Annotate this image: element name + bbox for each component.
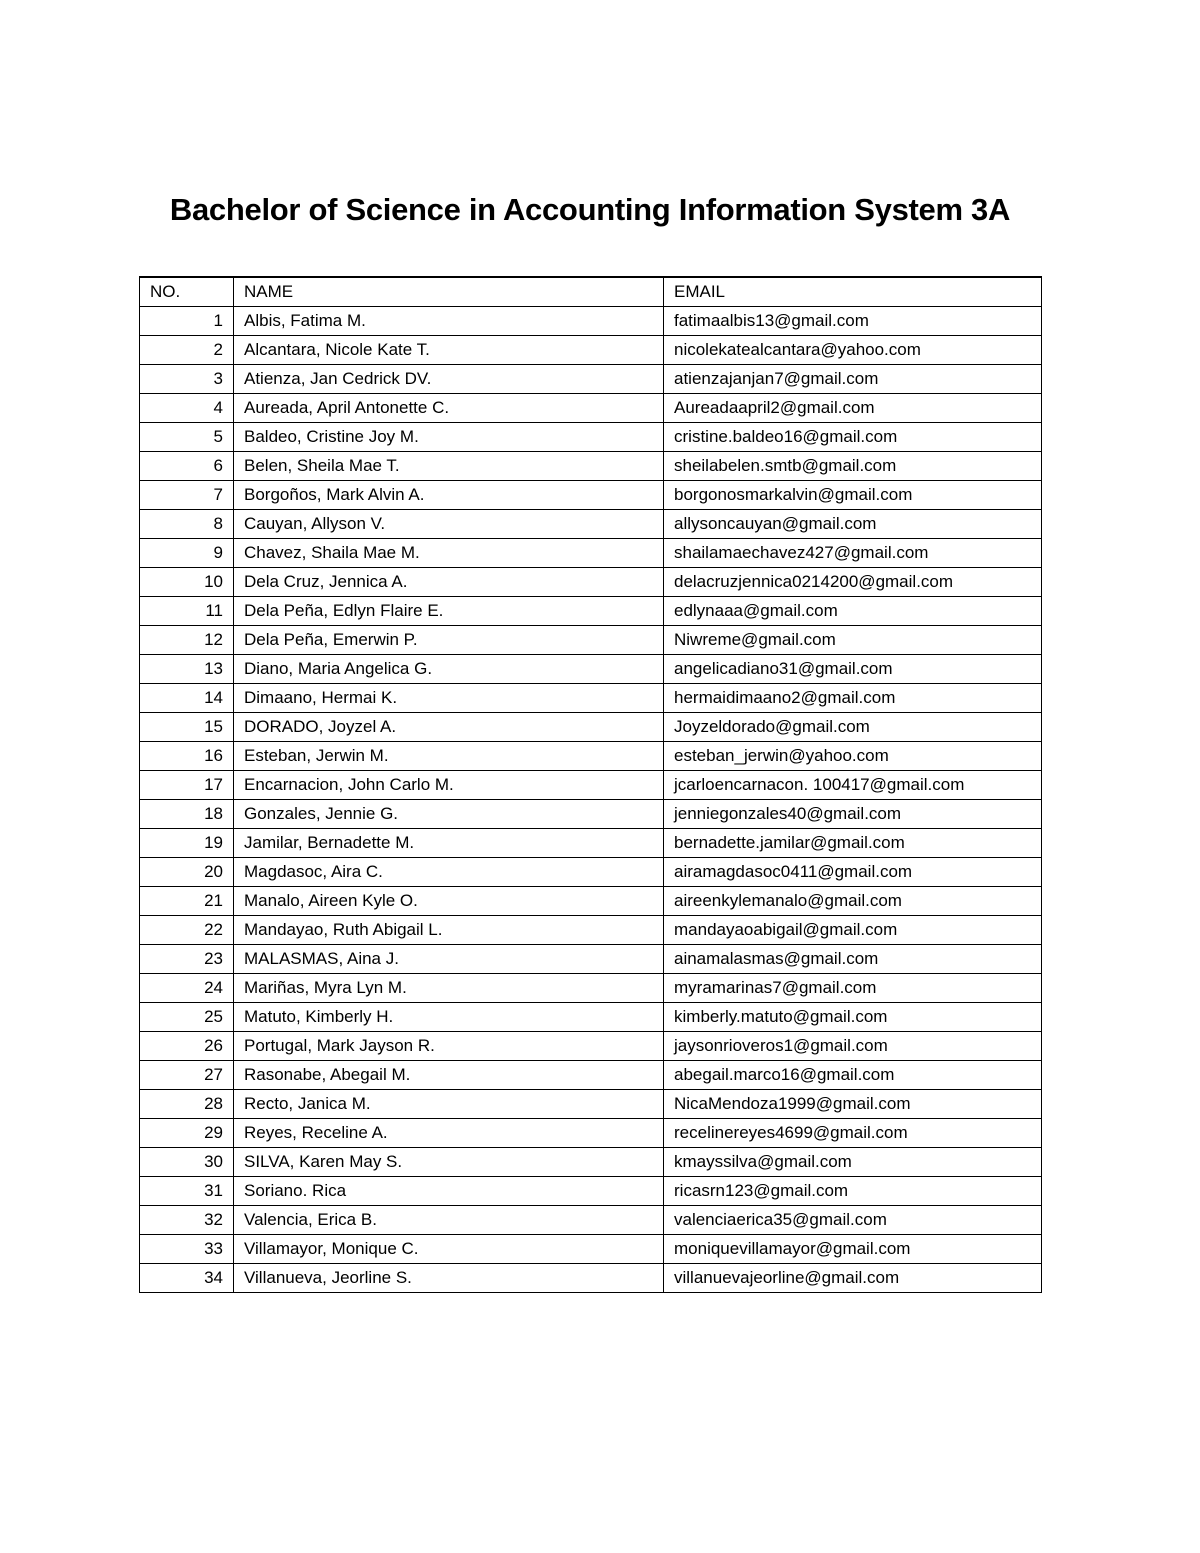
student-email: shailamaechavez427@gmail.com [664,539,1042,568]
student-email: delacruzjennica0214200@gmail.com [664,568,1042,597]
row-number: 11 [140,597,234,626]
row-number: 33 [140,1235,234,1264]
student-email: cristine.baldeo16@gmail.com [664,423,1042,452]
table-row [140,568,1042,597]
student-name: Dela Peña, Edlyn Flaire E. [234,597,664,626]
table-row [140,800,1042,829]
student-email: nicolekatealcantara@yahoo.com [664,336,1042,365]
student-email: myramarinas7@gmail.com [664,974,1042,1003]
row-number: 8 [140,510,234,539]
table-row [140,539,1042,568]
student-email: jaysonrioveros1@gmail.com [664,1032,1042,1061]
table-row [140,1235,1042,1264]
row-number: 31 [140,1177,234,1206]
student-name: Soriano. Rica [234,1177,664,1206]
table-row [140,974,1042,1003]
table-row [140,829,1042,858]
student-name: Villanueva, Jeorline S. [234,1264,664,1293]
student-name: Borgoños, Mark Alvin A. [234,481,664,510]
student-name: Recto, Janica M. [234,1090,664,1119]
row-number: 26 [140,1032,234,1061]
row-number: 6 [140,452,234,481]
student-name: Villamayor, Monique C. [234,1235,664,1264]
header-name: NAME [234,277,664,307]
student-name: Manalo, Aireen Kyle O. [234,887,664,916]
student-name: Valencia, Erica B. [234,1206,664,1235]
student-email: edlynaaa@gmail.com [664,597,1042,626]
student-email: kimberly.matuto@gmail.com [664,1003,1042,1032]
table-row [140,916,1042,945]
row-number: 23 [140,945,234,974]
student-name: Dimaano, Hermai K. [234,684,664,713]
table-row [140,742,1042,771]
table-row [140,365,1042,394]
student-name: Reyes, Receline A. [234,1119,664,1148]
student-name: Magdasoc, Aira C. [234,858,664,887]
table-row [140,510,1042,539]
student-name: Jamilar, Bernadette M. [234,829,664,858]
row-number: 17 [140,771,234,800]
table-row [140,887,1042,916]
row-number: 20 [140,858,234,887]
student-email: jenniegonzales40@gmail.com [664,800,1042,829]
student-email: ainamalasmas@gmail.com [664,945,1042,974]
table-row [140,771,1042,800]
student-roster-table [139,276,1042,1293]
student-email: Niwreme@gmail.com [664,626,1042,655]
row-number: 16 [140,742,234,771]
header-email: EMAIL [664,277,1042,307]
row-number: 29 [140,1119,234,1148]
table-row [140,1177,1042,1206]
table-row [140,858,1042,887]
student-email: kmayssilva@gmail.com [664,1148,1042,1177]
student-name: Belen, Sheila Mae T. [234,452,664,481]
header-no: NO. [140,277,234,307]
student-name: Dela Cruz, Jennica A. [234,568,664,597]
table-row [140,452,1042,481]
row-number: 21 [140,887,234,916]
row-number: 34 [140,1264,234,1293]
table-row [140,1061,1042,1090]
table-row [140,684,1042,713]
row-number: 12 [140,626,234,655]
table-row [140,1148,1042,1177]
table-row [140,713,1042,742]
student-name: Atienza, Jan Cedrick DV. [234,365,664,394]
row-number: 10 [140,568,234,597]
student-email: ricasrn123@gmail.com [664,1177,1042,1206]
row-number: 24 [140,974,234,1003]
student-email: abegail.marco16@gmail.com [664,1061,1042,1090]
student-name: DORADO, Joyzel A. [234,713,664,742]
row-number: 3 [140,365,234,394]
student-name: Encarnacion, John Carlo M. [234,771,664,800]
student-email: fatimaalbis13@gmail.com [664,307,1042,336]
row-number: 5 [140,423,234,452]
student-name: Diano, Maria Angelica G. [234,655,664,684]
student-name: Mariñas, Myra Lyn M. [234,974,664,1003]
student-email: atienzajanjan7@gmail.com [664,365,1042,394]
student-name: Matuto, Kimberly H. [234,1003,664,1032]
student-name: Chavez, Shaila Mae M. [234,539,664,568]
row-number: 19 [140,829,234,858]
table-row [140,1119,1042,1148]
student-email: valenciaerica35@gmail.com [664,1206,1042,1235]
student-name: SILVA, Karen May S. [234,1148,664,1177]
student-email: aireenkylemanalo@gmail.com [664,887,1042,916]
table-header [140,277,1042,307]
student-email: bernadette.jamilar@gmail.com [664,829,1042,858]
row-number: 4 [140,394,234,423]
table-row [140,336,1042,365]
student-name: Cauyan, Allyson V. [234,510,664,539]
table-row [140,597,1042,626]
table-row [140,1206,1042,1235]
table-row [140,1264,1042,1293]
row-number: 15 [140,713,234,742]
table-row [140,655,1042,684]
table-row [140,1003,1042,1032]
student-email: NicaMendoza1999@gmail.com [664,1090,1042,1119]
student-name: Portugal, Mark Jayson R. [234,1032,664,1061]
student-email: Aureadaapril2@gmail.com [664,394,1042,423]
student-name: MALASMAS, Aina J. [234,945,664,974]
student-name: Mandayao, Ruth Abigail L. [234,916,664,945]
row-number: 18 [140,800,234,829]
row-number: 30 [140,1148,234,1177]
student-email: esteban_jerwin@yahoo.com [664,742,1042,771]
student-email: airamagdasoc0411@gmail.com [664,858,1042,887]
student-name: Rasonabe, Abegail M. [234,1061,664,1090]
row-number: 25 [140,1003,234,1032]
student-email: borgonosmarkalvin@gmail.com [664,481,1042,510]
student-name: Aureada, April Antonette C. [234,394,664,423]
student-email: Joyzeldorado@gmail.com [664,713,1042,742]
student-name: Baldeo, Cristine Joy M. [234,423,664,452]
table-body [140,307,1042,1293]
student-email: recelinereyes4699@gmail.com [664,1119,1042,1148]
table-row [140,307,1042,336]
student-email: angelicadiano31@gmail.com [664,655,1042,684]
table-row [140,394,1042,423]
row-number: 14 [140,684,234,713]
row-number: 27 [140,1061,234,1090]
student-name: Albis, Fatima M. [234,307,664,336]
student-name: Esteban, Jerwin M. [234,742,664,771]
row-number: 9 [140,539,234,568]
student-name: Dela Peña, Emerwin P. [234,626,664,655]
table-row [140,423,1042,452]
student-email: sheilabelen.smtb@gmail.com [664,452,1042,481]
row-number: 13 [140,655,234,684]
table-row [140,626,1042,655]
student-email: villanuevajeorline@gmail.com [664,1264,1042,1293]
row-number: 2 [140,336,234,365]
row-number: 32 [140,1206,234,1235]
row-number: 7 [140,481,234,510]
student-email: moniquevillamayor@gmail.com [664,1235,1042,1264]
page-title: Bachelor of Science in Accounting Information System 3A [169,192,1011,227]
table-row [140,1032,1042,1061]
row-number: 28 [140,1090,234,1119]
student-email: jcarloencarnacon. 100417@gmail.com [664,771,1042,800]
header-row [140,277,1042,307]
student-name: Gonzales, Jennie G. [234,800,664,829]
table-row [140,1090,1042,1119]
student-email: hermaidimaano2@gmail.com [664,684,1042,713]
table-row [140,945,1042,974]
student-name: Alcantara, Nicole Kate T. [234,336,664,365]
student-email: mandayaoabigail@gmail.com [664,916,1042,945]
row-number: 1 [140,307,234,336]
table-row [140,481,1042,510]
row-number: 22 [140,916,234,945]
student-email: allysoncauyan@gmail.com [664,510,1042,539]
